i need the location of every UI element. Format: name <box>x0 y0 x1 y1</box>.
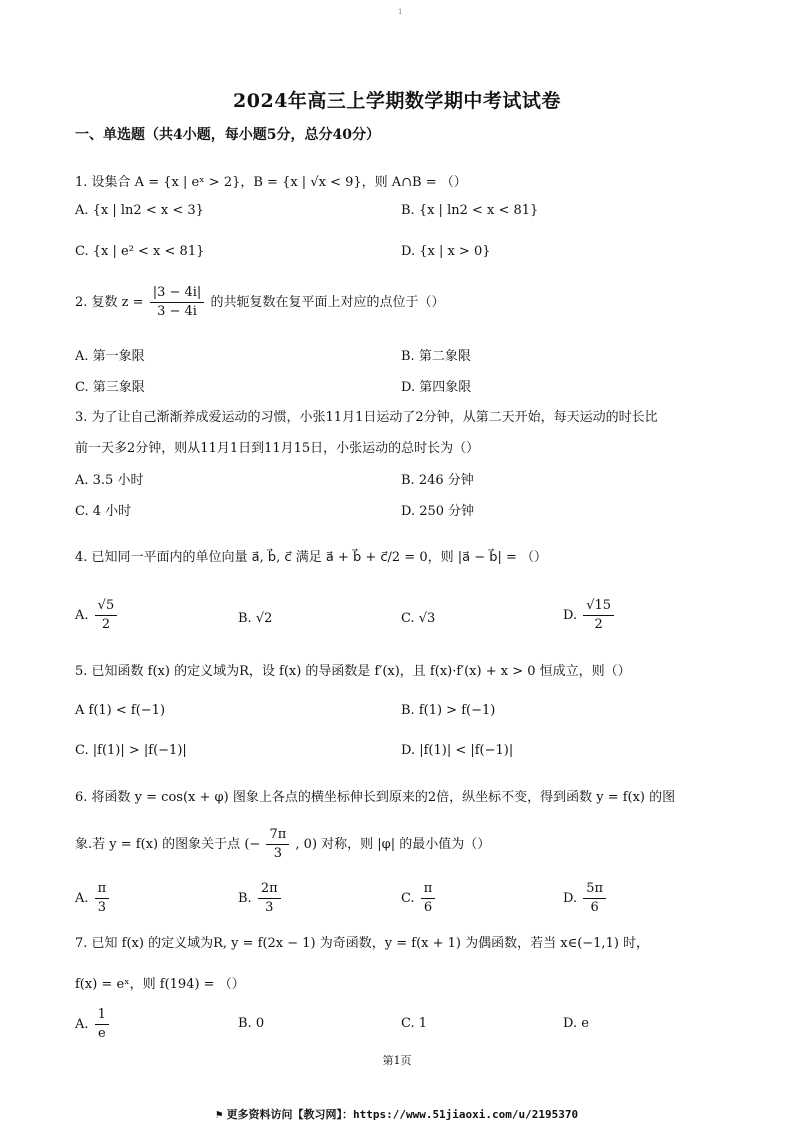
section-heading: 一、单选题（共4小题，每小题5分，总分40分） <box>75 127 380 143</box>
page-title: 2024年高三上学期数学期中考试试卷 <box>233 90 561 112</box>
question-3-option-a: A. 3.5 小时 <box>75 473 144 488</box>
question-3-option-b: B. 246 分钟 <box>401 473 474 488</box>
question-6-option-b-fraction <box>258 880 281 917</box>
question-6-option-d-label: D. <box>563 891 578 906</box>
question-6-option-b-denominator: 3 <box>265 900 274 915</box>
question-1-option-d: D. {x | x > 0} <box>401 244 491 259</box>
resource-banner-text[interactable]: 更多资料访问【教习网】：https://www.51jiaoxi.com/u/2195370 <box>226 1108 579 1121</box>
question-1-option-c: C. {x | e² < x < 81} <box>75 244 205 259</box>
question-6-option-a <box>75 880 111 917</box>
question-2-option-a: A. 第一象限 <box>75 349 145 364</box>
question-2-prefix: 2. 复数 z = <box>75 295 144 310</box>
question-5-option-a: A f(1) < f(−1) <box>75 703 166 718</box>
question-4-option-a-numerator: √5 <box>95 597 118 616</box>
question-4-option-d-fraction <box>583 597 614 634</box>
question-3-option-c: C. 4 小时 <box>75 504 132 519</box>
question-6-point-denominator: 3 <box>273 846 282 861</box>
question-2-numerator: |3 − 4i| <box>150 284 205 303</box>
question-6-line-2-prefix: 象.若 y = f(x) 的图象关于点 (− <box>75 837 261 852</box>
question-3-line-1: 3. 为了让自己渐渐养成爱运动的习惯，小张11月1日运动了2分钟，从第二天开始，每天运动的时长比 <box>75 410 658 425</box>
question-6-option-c <box>401 880 437 917</box>
question-6-option-d <box>563 880 608 917</box>
question-4-option-d-label: D. <box>563 608 578 623</box>
question-6-option-c-numerator: π <box>421 880 436 899</box>
question-6-option-c-label: C. <box>401 891 415 906</box>
question-4-option-d-denominator: 2 <box>594 617 603 632</box>
question-6-line-2 <box>75 826 735 863</box>
question-4-option-a-label: A. <box>75 608 89 623</box>
question-4-stem: 4. 已知同一平面内的单位向量 a⃗, b⃗, c⃗ 满足 a⃗ + b⃗ + c⃗/2 = 0，则 |a⃗ − b⃗| = （） <box>75 550 548 565</box>
question-6-line-1: 6. 将函数 y = cos(x + φ) 图象上各点的横坐标伸长到原来的2倍，纵坐标不变，得到函数 y = f(x) 的图 <box>75 790 676 805</box>
question-7-option-b: B. 0 <box>238 1016 265 1031</box>
question-1-option-b: B. {x | ln2 < x < 81} <box>401 203 539 218</box>
question-7-option-a-numerator: 1 <box>95 1006 109 1025</box>
question-7-option-a <box>75 1006 111 1043</box>
question-6-option-b-numerator: 2π <box>258 880 281 899</box>
question-6-option-b <box>238 880 283 917</box>
question-2-option-c: C. 第三象限 <box>75 380 145 395</box>
question-3-line-2: 前一天多2分钟，则从11月1日到11月15日，小张运动的总时长为（） <box>75 441 480 456</box>
question-6-line-2-suffix: , 0) 对称，则 |φ| 的最小值为（） <box>295 837 491 852</box>
question-4-option-b: B. √2 <box>238 611 273 626</box>
question-4-option-c: C. √3 <box>401 611 436 626</box>
question-6-option-d-denominator: 6 <box>590 900 599 915</box>
question-7-option-a-denominator: e <box>97 1026 106 1041</box>
question-2-stem <box>75 284 735 321</box>
question-5-option-c: C. |f(1)| > |f(−1)| <box>75 743 187 758</box>
question-6-option-a-fraction <box>95 880 110 917</box>
resource-banner[interactable] <box>0 1106 794 1122</box>
question-4-option-a-denominator: 2 <box>101 617 111 632</box>
question-2-option-d: D. 第四象限 <box>401 380 472 395</box>
question-2-fraction <box>150 284 205 321</box>
question-6-option-d-numerator: 5π <box>583 880 606 899</box>
question-7-line-1: 7. 已知 f(x) 的定义域为R, y = f(2x − 1) 为奇函数，y = f(x + 1) 为偶函数，若当 x∈(−1,1) 时， <box>75 936 650 951</box>
question-4-option-a-fraction <box>95 597 118 634</box>
question-5-stem: 5. 已知函数 f(x) 的定义域为R，设 f(x) 的导函数是 f′(x)，且 f(x)·f′(x) + x > 0 恒成立，则（） <box>75 664 631 679</box>
question-7-option-d: D. e <box>563 1016 589 1031</box>
page-number: 第1页 <box>382 1054 412 1067</box>
flag-icon: ⚑ <box>215 1108 223 1121</box>
question-1-option-a: A. {x | ln2 < x < 3} <box>75 203 204 218</box>
question-6-option-d-fraction <box>583 880 606 917</box>
question-4-option-a <box>75 597 119 634</box>
question-6-option-c-fraction <box>421 880 436 917</box>
question-6-point-numerator: 7π <box>266 826 289 845</box>
question-6-point-fraction <box>266 826 289 863</box>
question-6-option-c-denominator: 6 <box>423 900 433 915</box>
question-6-option-a-label: A. <box>75 891 89 906</box>
question-6-option-a-numerator: π <box>95 880 110 899</box>
question-6-option-a-denominator: 3 <box>97 900 107 915</box>
header-tick: 1 <box>398 8 403 16</box>
question-7-option-a-fraction <box>95 1006 109 1043</box>
question-7-option-c: C. 1 <box>401 1016 428 1031</box>
question-1-stem: 1. 设集合 A = {x | eˣ > 2}，B = {x | √x < 9}，则 A∩B = （） <box>75 175 467 190</box>
question-3-option-d: D. 250 分钟 <box>401 504 475 519</box>
question-6-option-b-label: B. <box>238 891 252 906</box>
question-5-option-d: D. |f(1)| < |f(−1)| <box>401 743 514 758</box>
question-2-option-b: B. 第二象限 <box>401 349 471 364</box>
question-4-option-d-numerator: √15 <box>583 597 614 616</box>
question-2-denominator: 3 − 4i <box>157 304 197 319</box>
question-2-suffix: 的共轭复数在复平面上对应的点位于（） <box>210 295 445 310</box>
question-4-option-d <box>563 597 616 634</box>
question-7-option-a-label: A. <box>75 1017 89 1032</box>
question-5-option-b: B. f(1) > f(−1) <box>401 703 496 718</box>
question-7-line-2: f(x) = eˣ，则 f(194) = （） <box>75 977 245 992</box>
